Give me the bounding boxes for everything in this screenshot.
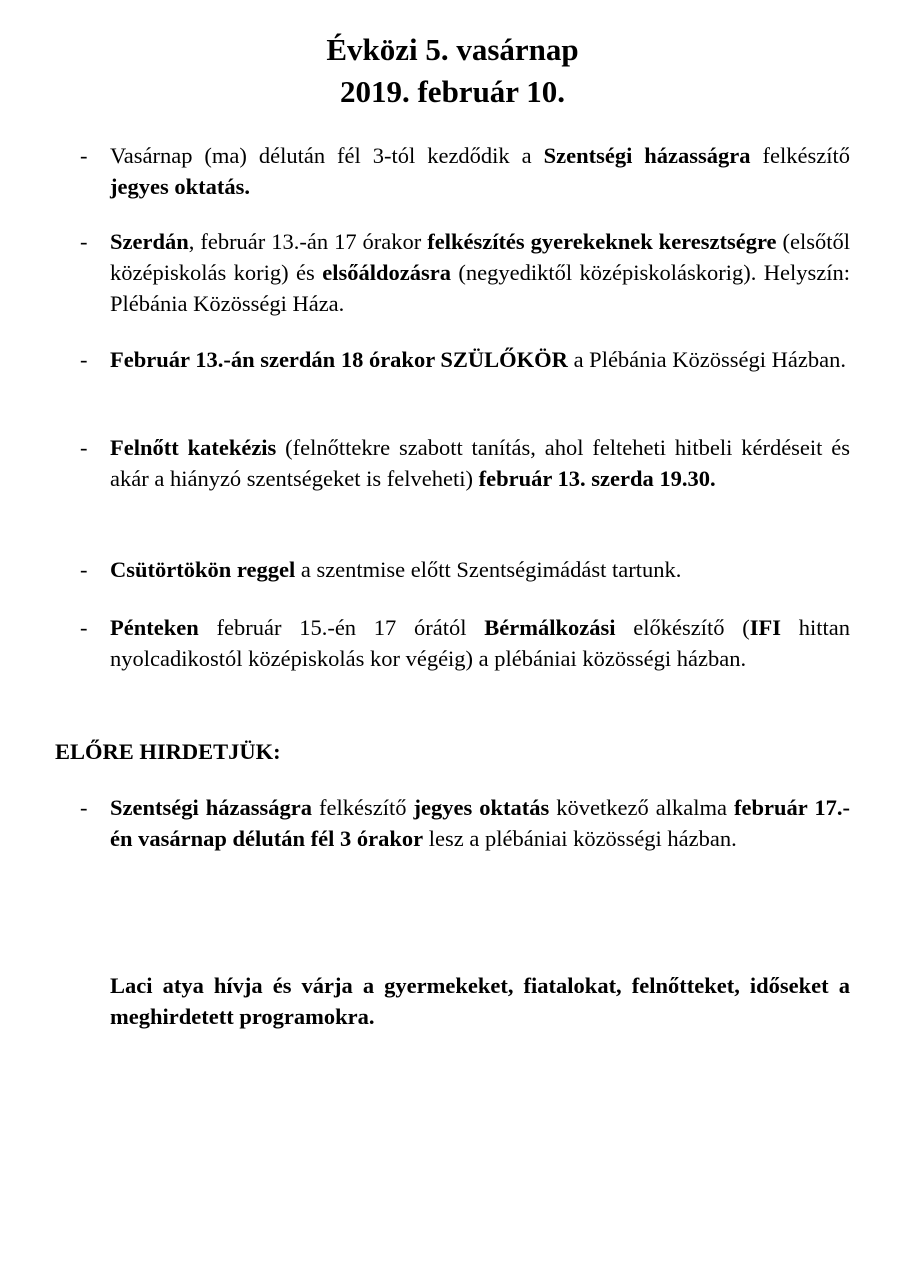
bullet-dash: - <box>80 143 88 168</box>
announcement-text: Szerdán, február 13.-án 17 órakor felkészítés gyerekeknek keresztségre (elsőtől középiskolás korig) és elsőáldozásra (negyediktől középiskoláskorig). Helyszín: Plébánia Közösségi Háza. <box>110 229 850 316</box>
announcement-item <box>80 554 850 585</box>
closing-invitation: Laci atya hívja és várja a gyermekeket, fiatalokat, felnőtteket, időseket a meghirdetett programokra. <box>110 973 850 1029</box>
announcement-item <box>80 140 850 202</box>
bullet-dash: - <box>80 229 88 254</box>
bullet-dash: - <box>80 795 88 820</box>
announcement-item <box>80 344 850 375</box>
announcement-item <box>80 432 850 494</box>
section-heading: ELŐRE HIRDETJÜK: <box>55 739 281 764</box>
bullet-dash: - <box>80 615 88 640</box>
announcement-text: Felnőtt katekézis (felnőttekre szabott tanítás, ahol felteheti hitbeli kérdéseit és akár a hiányzó szentségeket is felveheti) február 13. szerda 19.30. <box>110 435 851 491</box>
announcement-text: Csütörtökön reggel a szentmise előtt Szentségimádást tartunk. <box>110 557 682 582</box>
bullet-dash: - <box>80 435 88 460</box>
page-date: 2019. február 10. <box>339 74 566 109</box>
announcement-text: Február 13.-án szerdán 18 órakor SZÜLŐKÖR a Plébánia Közösségi Házban. <box>110 347 846 372</box>
page-title: Évközi 5. vasárnap <box>326 32 579 67</box>
announcement-text: Vasárnap (ma) délután fél 3-tól kezdődik a Szentségi házasságra felkészítő jegyes oktatás. <box>110 143 850 199</box>
announcement-text: Pénteken február 15.-én 17 órától Bérmálkozási előkészítő (IFI hittan nyolcadikostól középiskolás kor végéig) a plébániai közösségi házban. <box>110 615 850 671</box>
bullet-dash: - <box>80 557 88 582</box>
announcement-item <box>80 612 850 674</box>
announcement-text: Szentségi házasságra felkészítő jegyes oktatás következő alkalma február 17.-én vasárnap délután fél 3 órakor lesz a plébániai közösségi házban. <box>110 795 850 851</box>
announcement-item <box>80 792 850 854</box>
announcement-item <box>80 226 850 319</box>
bullet-dash: - <box>80 347 88 372</box>
